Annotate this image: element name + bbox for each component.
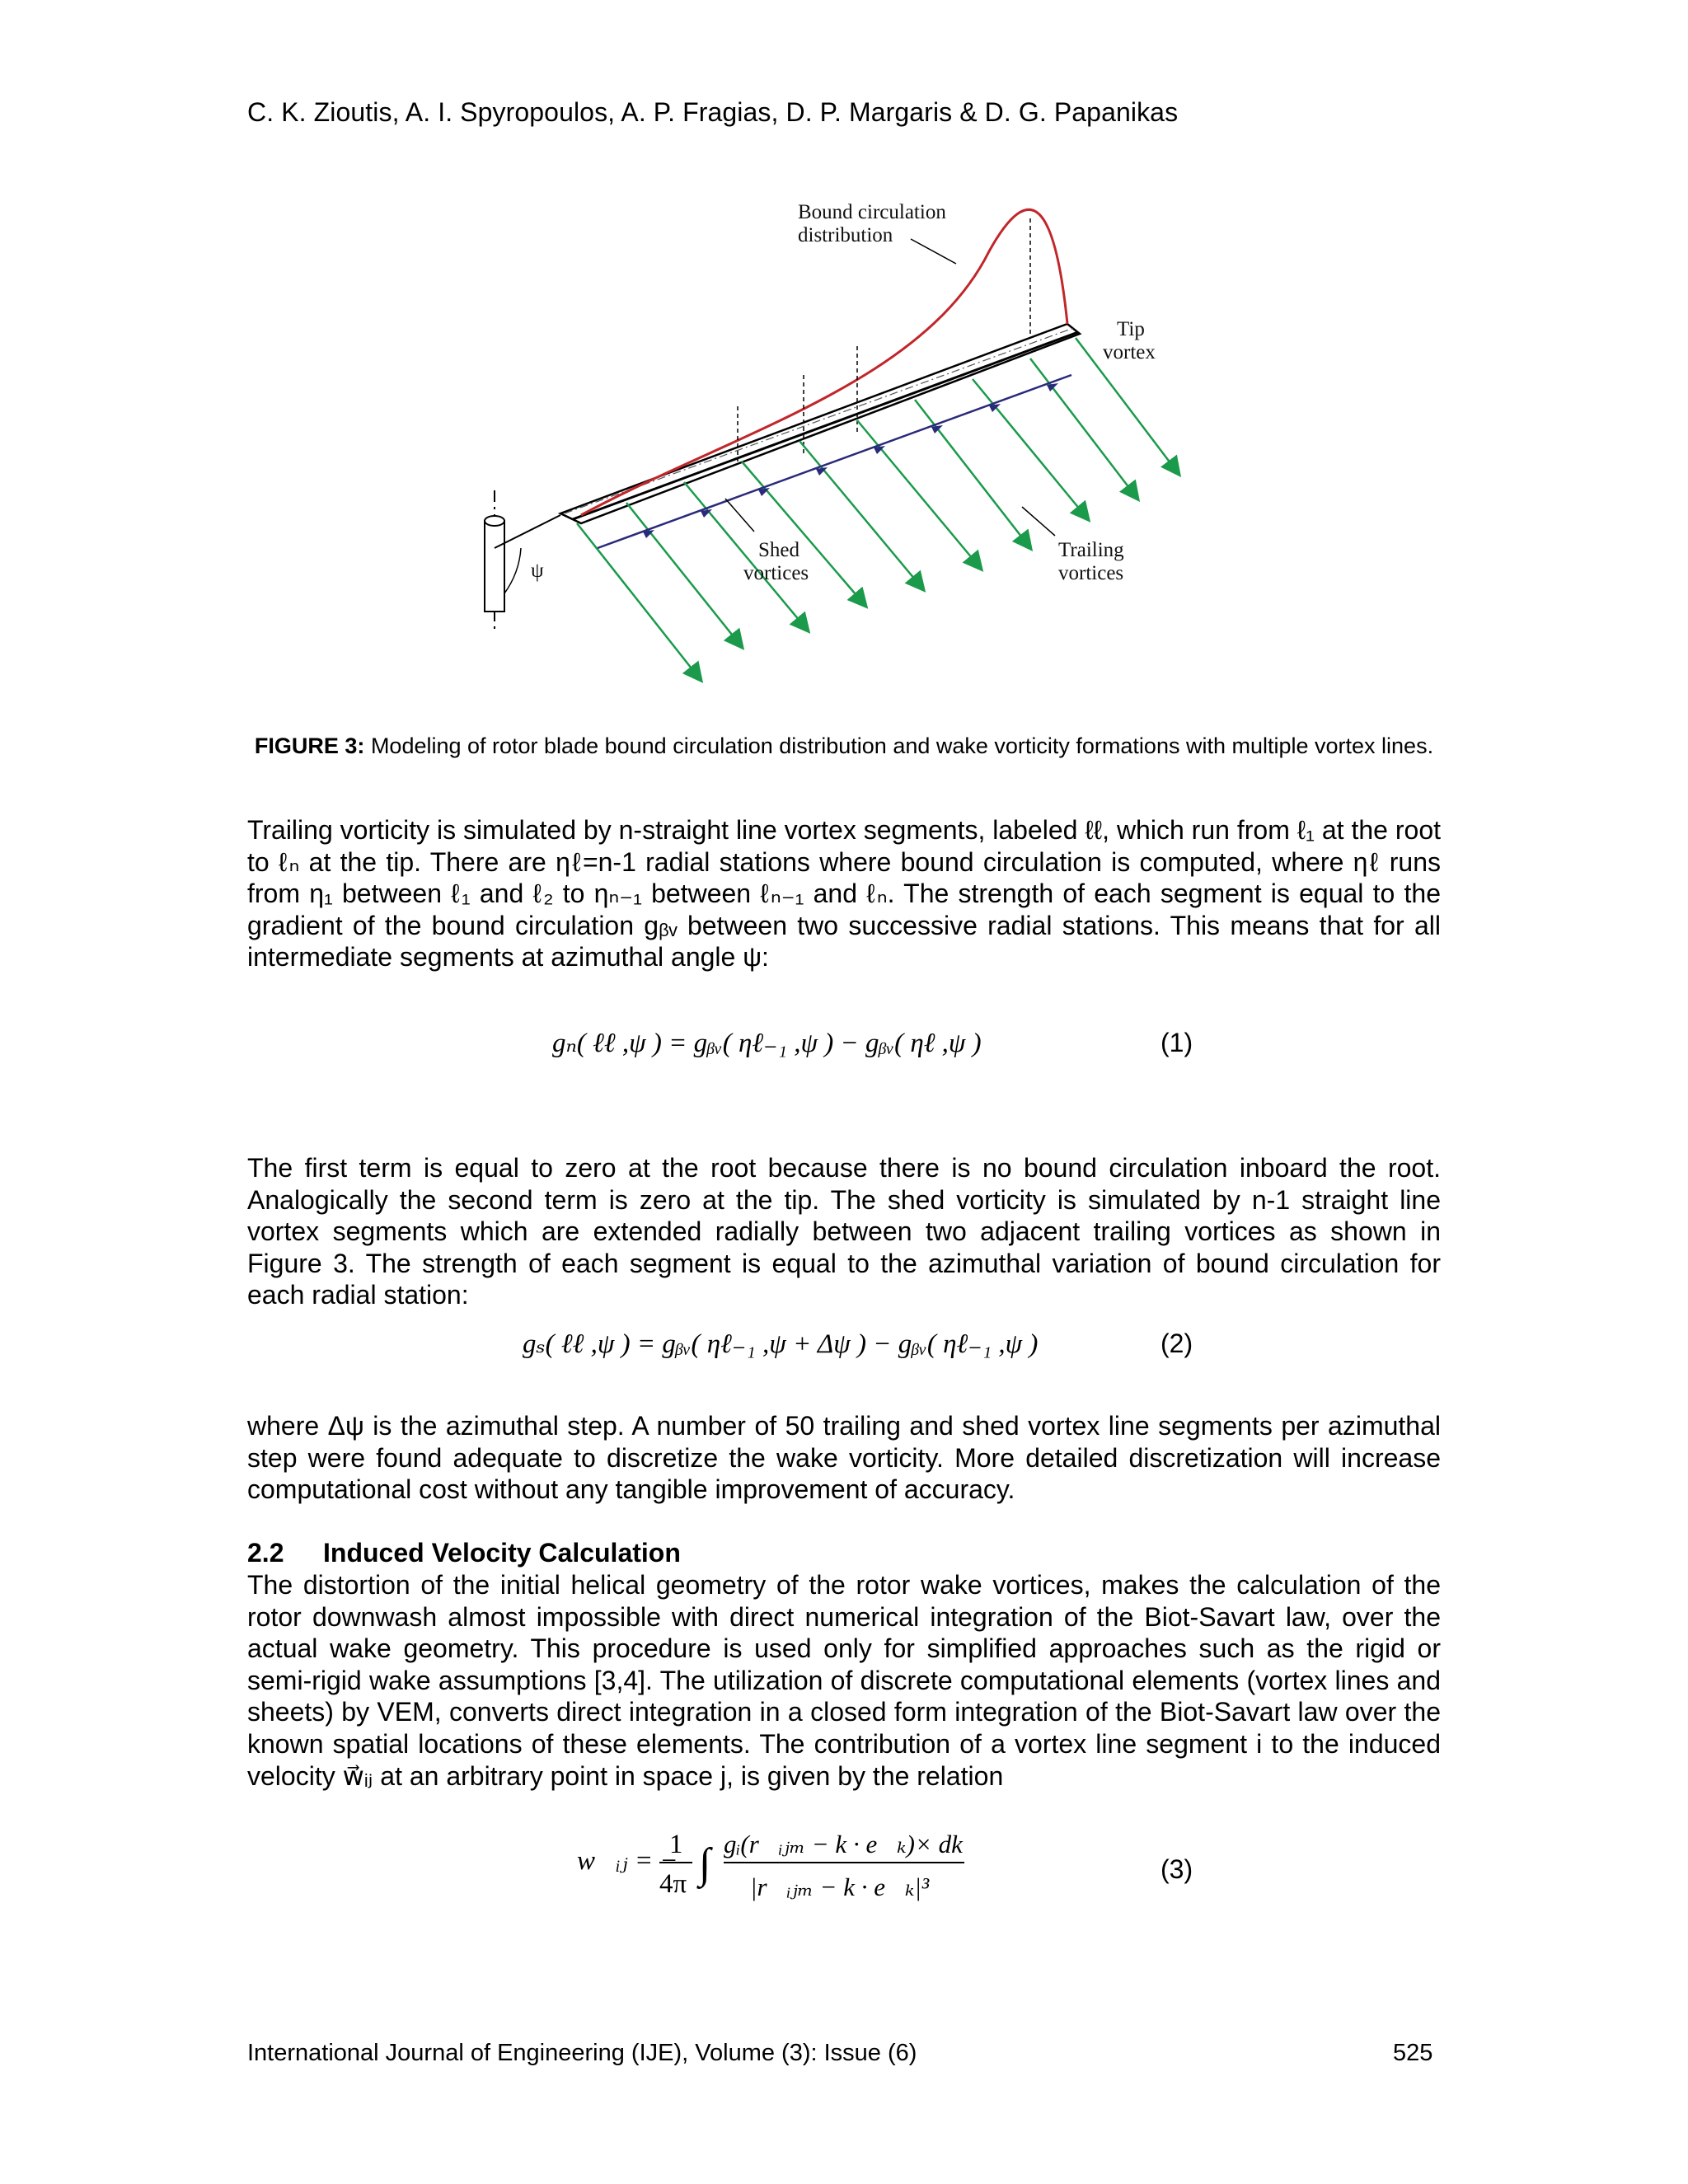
svg-text:4π: 4π [659,1869,687,1899]
equation-3-number: (3) [1160,1854,1193,1884]
section-title: Induced Velocity Calculation [323,1538,681,1568]
section-number: 2.2 [247,1538,284,1568]
paragraph-trailing-vorticity: Trailing vorticity is simulated by n-straight line vortex segments, labeled ℓℓ, which run from ℓ₁ at the root to ℓₙ at the tip. There are ηℓ=n-1 radial stations where bound circulation is computed, where ηℓ runs from η₁ between ℓ₁ and ℓ₂ to ηₙ₋₁ between ℓₙ₋₁ and ℓₙ. The strength of each segment is equal to the gradient of the bound circulation gᵦᵥ between two successive radial stations. This means that for all intermediate segments at azimuthal angle ψ: [247,815,1441,972]
svg-text:∫: ∫ [699,1840,711,1887]
figure-3-rotor-wake-diagram [462,185,1203,705]
shed-vortices [598,375,1071,548]
footer-journal: International Journal of Engineering (IJE), Volume (3): Issue (6) [247,2040,917,2066]
eq3-lhs: w⃗ᵢⱼ = − [577,1846,678,1876]
tip-vortex-label-2: vortex [1103,341,1156,363]
trailing-label-2: vortices [1058,562,1124,584]
psi-label: ψ [531,560,544,582]
paragraph-shed-vorticity: The first term is equal to zero at the root because there is no bound circulation inboard the root. Analogically the second term is zero at the tip. The shed vorticity is simulated by n-1 straight line vortex segments which are extended radially between two adjacent trailing vortices as shown in Figure 3. The strength of each segment is equal to the azimuthal variation of bound circulation for each radial station: [247,1153,1441,1310]
trailing-label-1: Trailing [1058,539,1124,561]
equation-1-number: (1) [1160,1028,1193,1057]
equation-2: gₛ( ℓℓ ,ψ ) = gᵦᵥ( ηℓ₋₁ ,ψ + Δψ ) − gᵦᵥ( ηℓ₋₁ ,ψ ) [523,1329,1039,1359]
footer-page-number: 525 [1393,2040,1433,2066]
equation-1: gₙ( ℓℓ ,ψ ) = gᵦᵥ( ηℓ₋₁ ,ψ ) − gᵦᵥ( ηℓ ,ψ ) [552,1029,982,1058]
svg-text:|r⃗ᵢⱼₘ − k · e⃗ₖ|³: |r⃗ᵢⱼₘ − k · e⃗ₖ|³ [750,1872,930,1901]
caption-text: Modeling of rotor blade bound circulation distribution and wake vorticity formations with multiple vortex lines. [370,733,1434,758]
trailing-vortices [577,338,1179,680]
rotor-blade [560,324,1080,523]
running-header: C. K. Zioutis, A. I. Spyropoulos, A. P. Fragias, D. P. Margaris & D. G. Papanikas [247,97,1179,127]
tip-vortex-label-1: Tip [1117,318,1145,340]
paragraph-azimuthal-step: where Δψ is the azimuthal step. A number of 50 trailing and shed vortex line segments per azimuthal step were found adequate to discretize the wake vorticity. More detailed discretization will increase computational cost without any tangible improvement of accuracy. [247,1411,1441,1505]
figure-caption [247,732,1441,761]
caption-label: FIGURE 3: [254,733,365,758]
equation-3 [577,1813,1071,1912]
shed-label-1: Shed [758,539,799,561]
svg-text:1: 1 [669,1830,683,1859]
svg-text:gᵢ(r⃗ᵢⱼₘ − k · e⃗ₖ)× dk⃗: gᵢ(r⃗ᵢⱼₘ − k · e⃗ₖ)× dk⃗ [724,1830,982,1858]
bound-circulation-label-1: Bound circulation [798,201,946,223]
equation-2-number: (2) [1160,1329,1193,1358]
bound-circulation-label-2: distribution [798,224,893,246]
rotor-hub [485,490,560,630]
shed-label-2: vortices [743,562,809,584]
paragraph-induced-velocity: The distortion of the initial helical geometry of the rotor wake vortices, makes the calculation of the rotor downwash almost impossible with direct numerical integration of the Biot-Savart law, over the actual wake geometry. This procedure is used only for simplified approaches such as the rigid or semi-rigid wake assumptions [3,4]. The utilization of discrete computational elements (vortex lines and sheets) by VEM, converts direct integration in a closed form integration of the Biot-Savart law over the known spatial locations of these elements. The contribution of a vortex line segment i to the induced velocity w⃗ᵢⱼ at an arbitrary point in space j, is given by the relation [247,1570,1441,1791]
section-heading [247,1538,681,1568]
